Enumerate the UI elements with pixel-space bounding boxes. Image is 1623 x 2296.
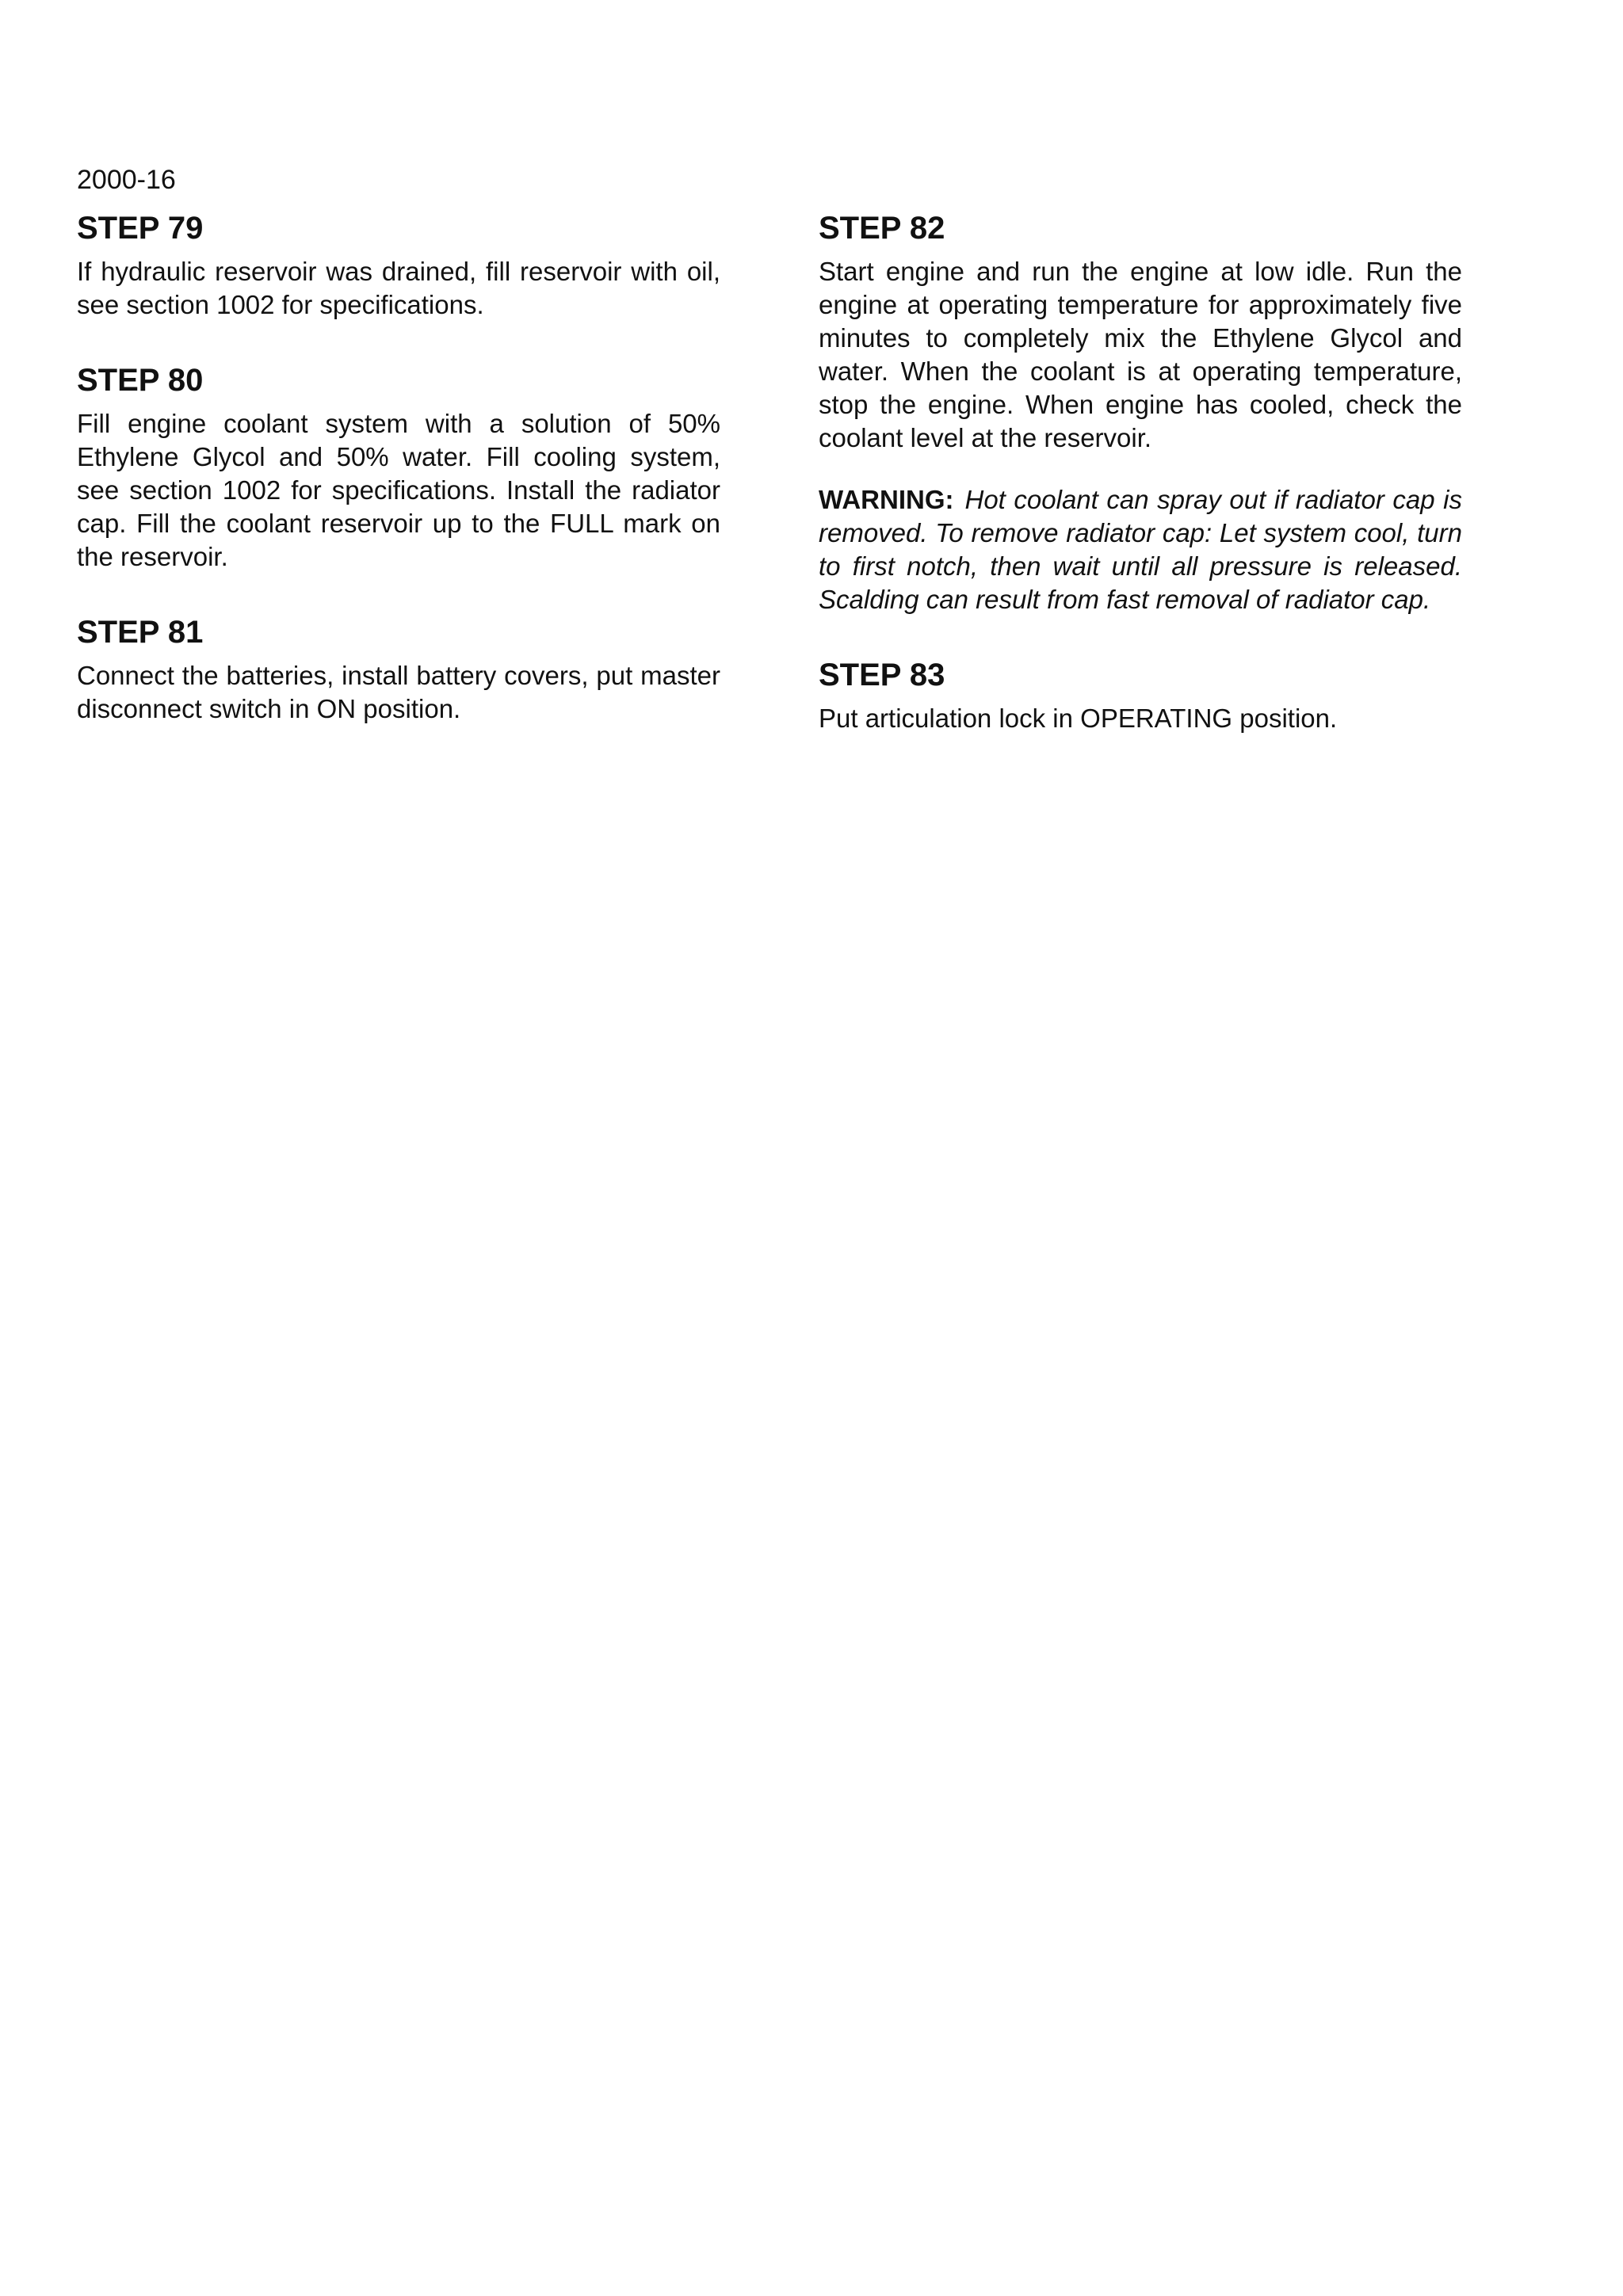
step-heading: STEP 82: [819, 211, 945, 246]
step-heading: STEP 80: [77, 363, 204, 398]
page-number: 2000-16: [77, 165, 176, 195]
step-text: Connect the batteries, install battery covers, put master disconnect switch in ON position.: [77, 661, 720, 723]
step-text: If hydraulic reservoir was drained, fill reservoir with oil, see section 1002 for specifications.: [77, 257, 720, 319]
warning-label: WARNING:: [819, 485, 954, 514]
step-82: [819, 208, 1462, 616]
step-heading: STEP 79: [77, 211, 204, 246]
step-text: Fill engine coolant system with a solution of 50% Ethylene Glycol and 50% water. Fill cooling system, see section 1002 for specifications. Install the radiator cap. Fill the coolant reservoir up to the FULL mark on the reservoir.: [77, 409, 720, 571]
warning-note: [819, 483, 1462, 616]
step-heading: STEP 81: [77, 615, 204, 650]
left-column: [77, 208, 720, 764]
step-text: Start engine and run the engine at low idle. Run the engine at operating temperature for approximately five minutes to completely mix the Ethylene Glycol and water. When the coolant is at operating temperature, stop the engine. When engine has cooled, check the coolant level at the reservoir.: [819, 257, 1462, 452]
step-83: [819, 654, 1462, 735]
right-column: [819, 208, 1462, 773]
step-text: Put articulation lock in OPERATING position.: [819, 704, 1338, 733]
step-heading: STEP 83: [819, 658, 945, 692]
step-80: [77, 360, 720, 574]
warning-text: Hot coolant can spray out if radiator cap is removed. To remove radiator cap: Let system cool, turn to first notch, then wait until all pressure is released. Scalding can result from fast removal of radiator cap.: [819, 485, 1462, 614]
step-79: [77, 208, 720, 322]
step-81: [77, 612, 720, 726]
